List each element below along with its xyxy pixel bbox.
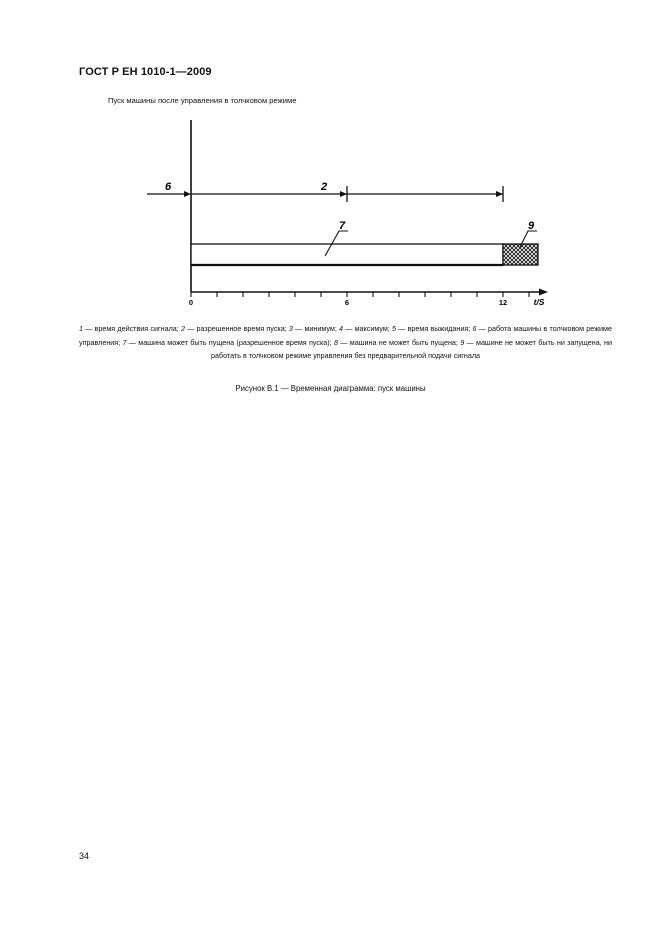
- legend-text: — минимум;: [292, 324, 340, 333]
- legend-text: — машина может быть пущена (разрешенное время пуска);: [126, 337, 334, 347]
- callout-7: 7: [338, 220, 346, 232]
- legend-text: — работа машины в толчковом режиме управления;: [79, 324, 612, 347]
- legend-text: — время выжидания;: [396, 324, 473, 333]
- legend-number: 9: [460, 337, 465, 347]
- figure-subtitle: Пуск машины после управления в толчковом режиме: [108, 96, 297, 105]
- legend-text: — время действия сигнала;: [83, 324, 181, 333]
- permitted-start-arrow-6: [340, 191, 347, 197]
- legend-number: 5: [392, 324, 397, 333]
- legend-number: 6: [472, 324, 477, 333]
- legend-text: — машине не может быть ни запущена, ни работать в толчковом режиме управления без предварительной подачи сигнала: [210, 337, 612, 360]
- can-start-bar: [191, 244, 503, 265]
- legend-text: — разрешенное время пуска;: [184, 324, 289, 333]
- legend-number: 4: [339, 324, 344, 333]
- legend-number: 2: [180, 324, 185, 333]
- figure-caption: Рисунок В.1 — Временная диаграмма: пуск машины: [235, 384, 426, 393]
- legend-number: 1: [79, 324, 83, 333]
- callout-2: 2: [320, 181, 328, 193]
- tick-label-0: 0: [188, 298, 194, 307]
- legend-text: — максимум;: [343, 324, 393, 333]
- figure-legend: [79, 322, 612, 363]
- time-axis-arrow: [539, 289, 548, 296]
- tick-label-12: 12: [498, 298, 508, 307]
- permitted-start-arrow-12: [496, 191, 503, 197]
- timing-diagram: [0, 0, 661, 330]
- axis-unit-label: t/S: [533, 297, 545, 307]
- legend-number: 7: [122, 337, 127, 347]
- legend-number: 8: [333, 337, 338, 347]
- page-number: 34: [79, 851, 90, 861]
- jog-operation-arrowhead: [184, 191, 191, 197]
- legend-number: 3: [288, 324, 293, 333]
- document-code: ГОСТ Р ЕН 1010-1—2009: [79, 66, 212, 78]
- callout-6: 6: [164, 181, 172, 193]
- tick-label-6: 6: [344, 298, 350, 307]
- callout-9: 9: [527, 220, 535, 232]
- legend-text: — машина не может быть пущена;: [337, 337, 461, 347]
